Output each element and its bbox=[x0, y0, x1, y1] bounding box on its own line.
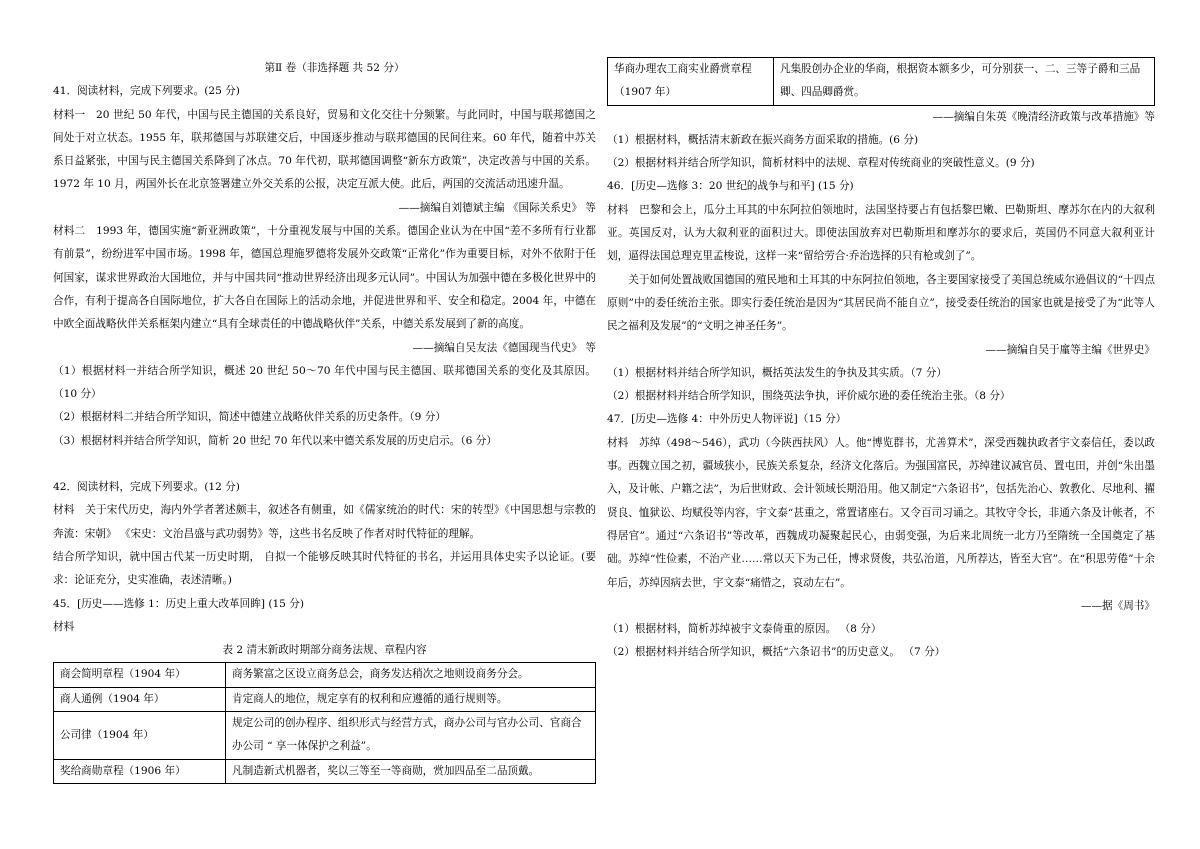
q45-material-label: 材料 bbox=[53, 620, 75, 633]
right-column bbox=[607, 0, 1155, 665]
q41-material-1: 材料一 20 世纪 50 年代，中国与民主德国的关系良好，贸易和文化交往十分频繁。与此同时，中国与联邦德国之间处于对立状态。1955 年，联邦德国与苏联建交后，中国逐步推动与联邦德国的民间往来。60 年代，随着中苏关系日益紧张，中国与民主德国关系降到了冰点。70 年代初，联邦德国调整“新东方政策”，决定改善与中国的关系。1972 年 10 月，两国外长在北京签署建立外交关系的公报，决定互派大使。此后，两国的交流活动迅速升温。 bbox=[53, 108, 596, 191]
q45-source: ——摘编自朱英《晚清经济政策与改革措施》等 bbox=[932, 110, 1155, 123]
table-row bbox=[608, 58, 1155, 106]
q42-task: 结合所学知识，就中国古代某一历史时期， 自拟一个能够反映其时代特征的书名，并运用具体史实予以论证。(要求：论证充分，史实准确，表述清晰。) bbox=[53, 550, 596, 587]
q46-material-continued: 关于如何处置战败国德国的殖民地和土耳其的中东阿拉伯领地，各主要国家接受了美国总统威尔逊倡议的“十四点原则”中的委任统治主张。即实行委任统治是因为“其居民尚不能自立”，接受委任统治的国家也就是接受了为“此等人民之福利及发展”的“文明之神圣任务”。 bbox=[607, 273, 1155, 333]
q41-question-3: （3）根据材料并结合所学知识，简析 20 世纪 70 年代以来中德关系发展的历史启示。（6 分） bbox=[53, 434, 497, 447]
table-cell-content: 商务繁富之区设立商务总会，商务发达稍次之地则设商务分会。 bbox=[226, 663, 596, 687]
left-column bbox=[53, 0, 596, 784]
table-row bbox=[54, 687, 596, 711]
q47-material: 材料 苏绰（498～546），武功（今陕西扶风）人。他“博览群书，尤善算术”，深受西魏执政者宇文泰信任，委以政事。西魏立国之初，疆域狭小，民族关系复杂，经济文化落后。为强国富民，苏绰建议减官员、置屯田，并创“朱出墨入，及计帐、户籍之法”，为后世财政、会计领域长期沿用。他又制定“六条诏书”，包括先治心、敦教化、尽地利、擢贤良、恤狱讼、均赋役等内容，宇文泰“甚重之，常置诸座右。又令百司习诵之。其牧守令长，非通六条及计帐者，不得居官”。通过“六条诏书”等改革，西魏成功凝聚起民心，由弱变强，为后来北周统一北方乃至隋统一全国奠定了基础。苏绰“性俭素，不治产业……常以天下为己任，博求贤俊，共弘治道，凡所荐达，皆至大官”。在“积思劳倦”十余年后，苏绰因病去世，宇文泰“痛惜之，哀动左右”。 bbox=[607, 436, 1155, 589]
q41-material-1-source: ——摘编自刘德斌主编 《国际关系史》 等 bbox=[398, 201, 596, 214]
table-cell-content: 凡制造新式机器者，奖以三等至一等商勋，赏加四品至二品顶戴。 bbox=[226, 759, 596, 783]
q46-question-1: （1）根据材料并结合所学知识，概括英法发生的争执及其实质。（7 分） bbox=[607, 366, 947, 379]
q46-question-2: （2）根据材料并结合所学知识，围绕英法争执，评价威尔逊的委任统治主张。（8 分） bbox=[607, 390, 1011, 403]
q47-source: ——据《周书》 bbox=[1080, 599, 1155, 612]
q42-heading: 42．阅读材料，完成下列要求。(12 分) bbox=[53, 481, 240, 494]
q42-material: 材料 关于宋代历史，海内外学者著述颇丰，叙述各有侧重，如《儒家统治的时代：宋的转型》《中国思想与宗教的奔流：宋朝》 《宋史：文治昌盛与武功弱势》等，这些书名反映了作者对时代特征的理解。 bbox=[53, 504, 596, 540]
table-row bbox=[54, 759, 596, 783]
q45-table-title: 表 2 清末新政时期部分商务法规、章程内容 bbox=[222, 644, 427, 657]
q41-material-2-source: ——摘编自吴友法《德国现当代史》 等 bbox=[412, 341, 596, 354]
q46-material: 材料 巴黎和会上，瓜分土耳其的中东阿拉伯领地时，法国坚持要占有包括黎巴嫩、巴勒斯坦、摩苏尔在内的大叙利亚。英国反对，认为大叙利亚的面积过大。即使法国放弃对巴勒斯坦和摩苏尔的要求后，英国仍不同意大叙利亚计划，逼得法国总理克里孟梭说，这样一来“留给劳合·乔治选择的只有枪或剑了”。 bbox=[607, 203, 1155, 263]
table-cell-content: 肯定商人的地位，规定享有的权利和应遵循的通行规则等。 bbox=[226, 687, 596, 711]
table-cell-name: 商人通例（1904 年） bbox=[54, 687, 226, 711]
q45-heading: 45．[历史——选修 1：历史上重大改革回眸] (15 分) bbox=[53, 597, 305, 610]
q47-question-1: （1）根据材料，简析苏绰被宇文泰倚重的原因。 （8 分） bbox=[607, 623, 882, 636]
table-cell-name: 商会简明章程（1904 年） bbox=[54, 663, 226, 687]
q45-question-1: （1）根据材料，概括清末新政在振兴商务方面采取的措施。(6 分) bbox=[607, 133, 919, 146]
q41-question-2: （2）根据材料二并结合所学知识，简述中德建立战略伙伴关系的历史条件。（9 分） bbox=[53, 411, 446, 424]
table-row bbox=[54, 663, 596, 687]
table-cell-name: 华商办理农工商实业爵赏章程（1907 年） bbox=[608, 58, 774, 106]
q45-table bbox=[53, 662, 596, 783]
table-cell-content: 凡集股创办企业的华商，根据资本额多少，可分别获一、二、三等子爵和三品卿、四品卿爵赏。 bbox=[774, 58, 1155, 106]
q47-heading: 47．[历史—选修 4：中外历史人物评说]（15 分） bbox=[607, 413, 847, 426]
q46-heading: 46．[历史—选修 3：20 世纪的战争与和平] (15 分) bbox=[607, 180, 854, 193]
table-cell-content: 规定公司的创办程序、组织形式与经营方式，商办公司与官办公司、官商合办公司 “ 享一体保护之利益”。 bbox=[226, 712, 596, 760]
q41-heading: 41．阅读材料，完成下列要求。(25 分) bbox=[53, 85, 240, 98]
table-cell-name: 公司律（1904 年） bbox=[54, 712, 226, 760]
q46-source: ——摘编自吴于廑等主编《世界史》 bbox=[985, 343, 1155, 356]
q45-table-continued bbox=[607, 57, 1155, 106]
q47-question-2: （2）根据材料并结合所学知识，概括“六条诏书”的历史意义。 （7 分） bbox=[607, 646, 946, 659]
q45-question-2: （2）根据材料并结合所学知识，简析材料中的法规、章程对传统商业的突破性意义。(9 分) bbox=[607, 157, 1035, 170]
q41-question-1: （1）根据材料一并结合所学知识，概述 20 世纪 50～70 年代中国与民主德国、联邦德国关系的变化及其原因。（10 分） bbox=[53, 364, 596, 401]
q41-material-2: 材料二 1993 年，德国实施“新亚洲政策”，十分重视发展与中国的关系。德国企业认为在中国“差不多所有行业都有前景”，纷纷进军中国市场。1998 年，德国总理施罗德将发展外交政策“正常化”作为重要目标，对外不依附于任何国家，谋求世界政治大国地位，并与中国共同“推动世界经济出现多元认同”。中国认为加强中德在多极化世界中的合作，有利于提高各自国际地位，扩大各自在国际上的活动余地，并促进世界和平、安全和稳定。2004 年，中德在中欧全面战略伙伴关系框架内建立“具有全球责任的中德战略伙伴”关系，中德关系发展到了新的高度。 bbox=[53, 225, 596, 331]
section-title: 第Ⅱ 卷（非选择题 共 52 分） bbox=[264, 62, 405, 74]
table-cell-name: 奖给商勋章程（1906 年） bbox=[54, 759, 226, 783]
table-row bbox=[54, 712, 596, 760]
